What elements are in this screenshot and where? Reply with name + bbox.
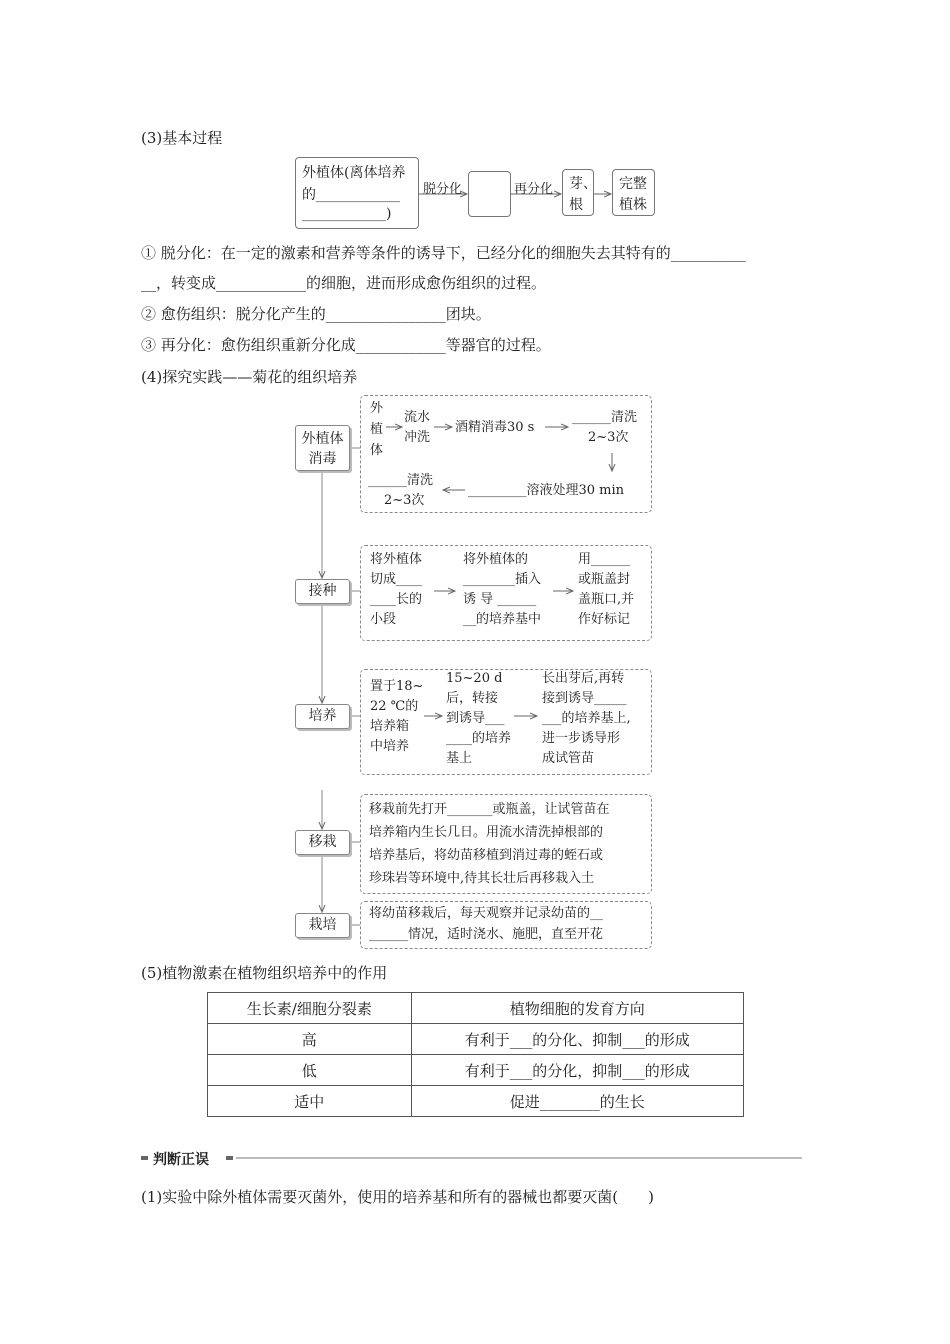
judge-title: 判断正误	[153, 1152, 209, 1168]
transplant-l2: 培养箱内生长几日。用流水清洗掉根部的	[369, 825, 604, 840]
culture-col1-l1: 置于18~	[370, 679, 424, 694]
table-row	[208, 1055, 744, 1086]
culture-col2	[446, 669, 511, 769]
inoculate-col2-l1: 将外植体的	[463, 552, 529, 567]
inoculate-col2	[463, 550, 541, 630]
step-wash-b: 2~3次	[588, 430, 629, 445]
inoculate-col3-l3: 盖瓶口,并	[578, 592, 635, 607]
section5-heading: (5)植物激素在植物组织培养中的作用	[141, 964, 388, 982]
explant-line2: 的____________	[302, 187, 400, 203]
step-wash-a: ______清洗	[572, 410, 638, 425]
table-header: 植物细胞的发育方向	[411, 993, 743, 1024]
whole-plant-line2: 植株	[619, 197, 647, 213]
table-row	[208, 1024, 744, 1055]
step-wash2-a: ______清洗	[368, 473, 434, 488]
culture-col3-l5: 成试管苗	[542, 751, 595, 766]
inoculate-col1-l4: 小段	[370, 612, 397, 627]
transplant-l1: 移栽前先打开_______或瓶盖，让试管苗在	[369, 802, 610, 817]
section4-heading: (4)探究实践——菊花的组织培养	[141, 368, 358, 386]
stage-cultivate: 栽培	[295, 913, 350, 938]
hormone-table	[207, 992, 744, 1117]
culture-col1-l2: 22 ℃的	[370, 699, 419, 714]
dedifferentiation-label: 脱分化	[423, 182, 463, 197]
explant-v-2: 植	[370, 422, 384, 437]
point3: ③ 再分化：愈伤组织重新分化成____________等器官的过程。	[141, 336, 551, 354]
step-alcohol: 酒精消毒30 s	[455, 420, 535, 435]
judge-divider-bullet-left	[141, 1156, 148, 1160]
redifferentiation-label: 再分化	[514, 182, 554, 197]
culture-col3-l2: 接到诱导_____	[542, 691, 627, 706]
step-solution: _________溶液处理30 min	[468, 483, 625, 498]
judge-divider-bullet-right	[226, 1156, 233, 1160]
stage-inoculate: 接种	[295, 579, 350, 604]
inoculate-col2-l4: __的培养基中	[463, 612, 542, 627]
culture-col2-l5: 基上	[446, 751, 473, 766]
cultivate-text	[369, 903, 603, 945]
table-cell: 低	[208, 1055, 412, 1086]
culture-col1	[370, 677, 423, 757]
culture-col3-l4: 进一步诱导形	[542, 731, 621, 746]
stage-disinfect	[295, 425, 350, 471]
inoculate-col1-l1: 将外植体	[370, 552, 423, 567]
table-cell: 有利于___的分化、抑制___的形成	[411, 1024, 743, 1055]
inoculate-col3	[578, 550, 634, 630]
culture-col3-l3: ___的培养基上,	[542, 711, 631, 726]
cultivate-l1: 将幼苗移栽后，每天观察并记录幼苗的__	[369, 906, 604, 921]
table-cell: 促进________的生长	[411, 1086, 743, 1117]
cultivate-l2: ______情况，适时浇水、施肥，直至开花	[369, 927, 604, 942]
stage-disinfect-line2: 消毒	[308, 451, 337, 467]
culture-col2-l2: 后，转接	[446, 691, 499, 706]
point1-line2: __，转变成____________的细胞，进而形成愈伤组织的过程。	[141, 274, 547, 292]
culture-col1-l4: 中培养	[370, 739, 410, 754]
explant-vertical	[370, 398, 383, 461]
stage-disinfect-line1: 外植体	[301, 431, 344, 447]
table-cell: 有利于___的分化，抑制___的形成	[411, 1055, 743, 1086]
table-header-row	[208, 993, 744, 1024]
step-wash2-b: 2~3次	[384, 493, 425, 508]
table-header: 生长素/细胞分裂素	[208, 993, 412, 1024]
step-rinse-a: 流水	[404, 410, 431, 425]
explant-v-3: 体	[370, 443, 384, 458]
culture-col3-l1: 长出芽后,再转	[542, 671, 625, 686]
culture-col2-l4: ____的培养	[446, 731, 512, 746]
culture-col2-l1: 15~20 d	[446, 671, 503, 686]
inoculate-col2-l2: ________插入	[463, 572, 542, 587]
inoculate-col1-l2: 切成____	[370, 572, 423, 587]
inoculate-col3-l2: 或瓶盖封	[578, 572, 631, 587]
table-row	[208, 1086, 744, 1117]
stage-transplant: 移栽	[295, 830, 350, 855]
culture-col1-l3: 培养箱	[370, 719, 410, 734]
whole-plant-line1: 完整	[619, 176, 647, 192]
table-cell: 高	[208, 1024, 412, 1055]
transplant-l4: 珍珠岩等环境中,待其长壮后再移栽入土	[369, 871, 595, 886]
explant-v-1: 外	[370, 401, 384, 416]
judge-divider-line	[236, 1157, 802, 1159]
transplant-l3: 培养基后，将幼苗移植到消过毒的蛭石或	[369, 848, 604, 863]
section3-heading: (3)基本过程	[141, 129, 223, 147]
table-cell: 适中	[208, 1086, 412, 1117]
explant-line1: 外植体(离体培养	[302, 165, 406, 181]
culture-col3	[542, 669, 631, 769]
bud-root-line2: 根	[569, 197, 583, 213]
inoculate-col1-l3: ____长的	[370, 592, 423, 607]
stage-culture: 培养	[295, 704, 350, 729]
step-rinse-b: 冲洗	[404, 430, 431, 445]
inoculate-col3-l1: 用______	[578, 552, 631, 567]
explant-line3: ____________)	[302, 206, 392, 222]
inoculate-col2-l3: 诱 导 ______	[463, 592, 537, 607]
transplant-text	[369, 798, 610, 890]
judge-question-1: (1)实验中除外植体需要灭菌外，使用的培养基和所有的器械也都要灭菌( )	[141, 1188, 654, 1206]
inoculate-col1	[370, 550, 422, 630]
point1-line1: ① 脱分化：在一定的激素和营养等条件的诱导下，已经分化的细胞失去其特有的__________	[141, 244, 746, 262]
inoculate-col3-l4: 作好标记	[578, 612, 631, 627]
point2: ② 愈伤组织：脱分化产生的________________团块。	[141, 305, 491, 323]
bud-root-line1: 芽、	[569, 176, 597, 192]
culture-col2-l3: 到诱导___	[446, 711, 505, 726]
